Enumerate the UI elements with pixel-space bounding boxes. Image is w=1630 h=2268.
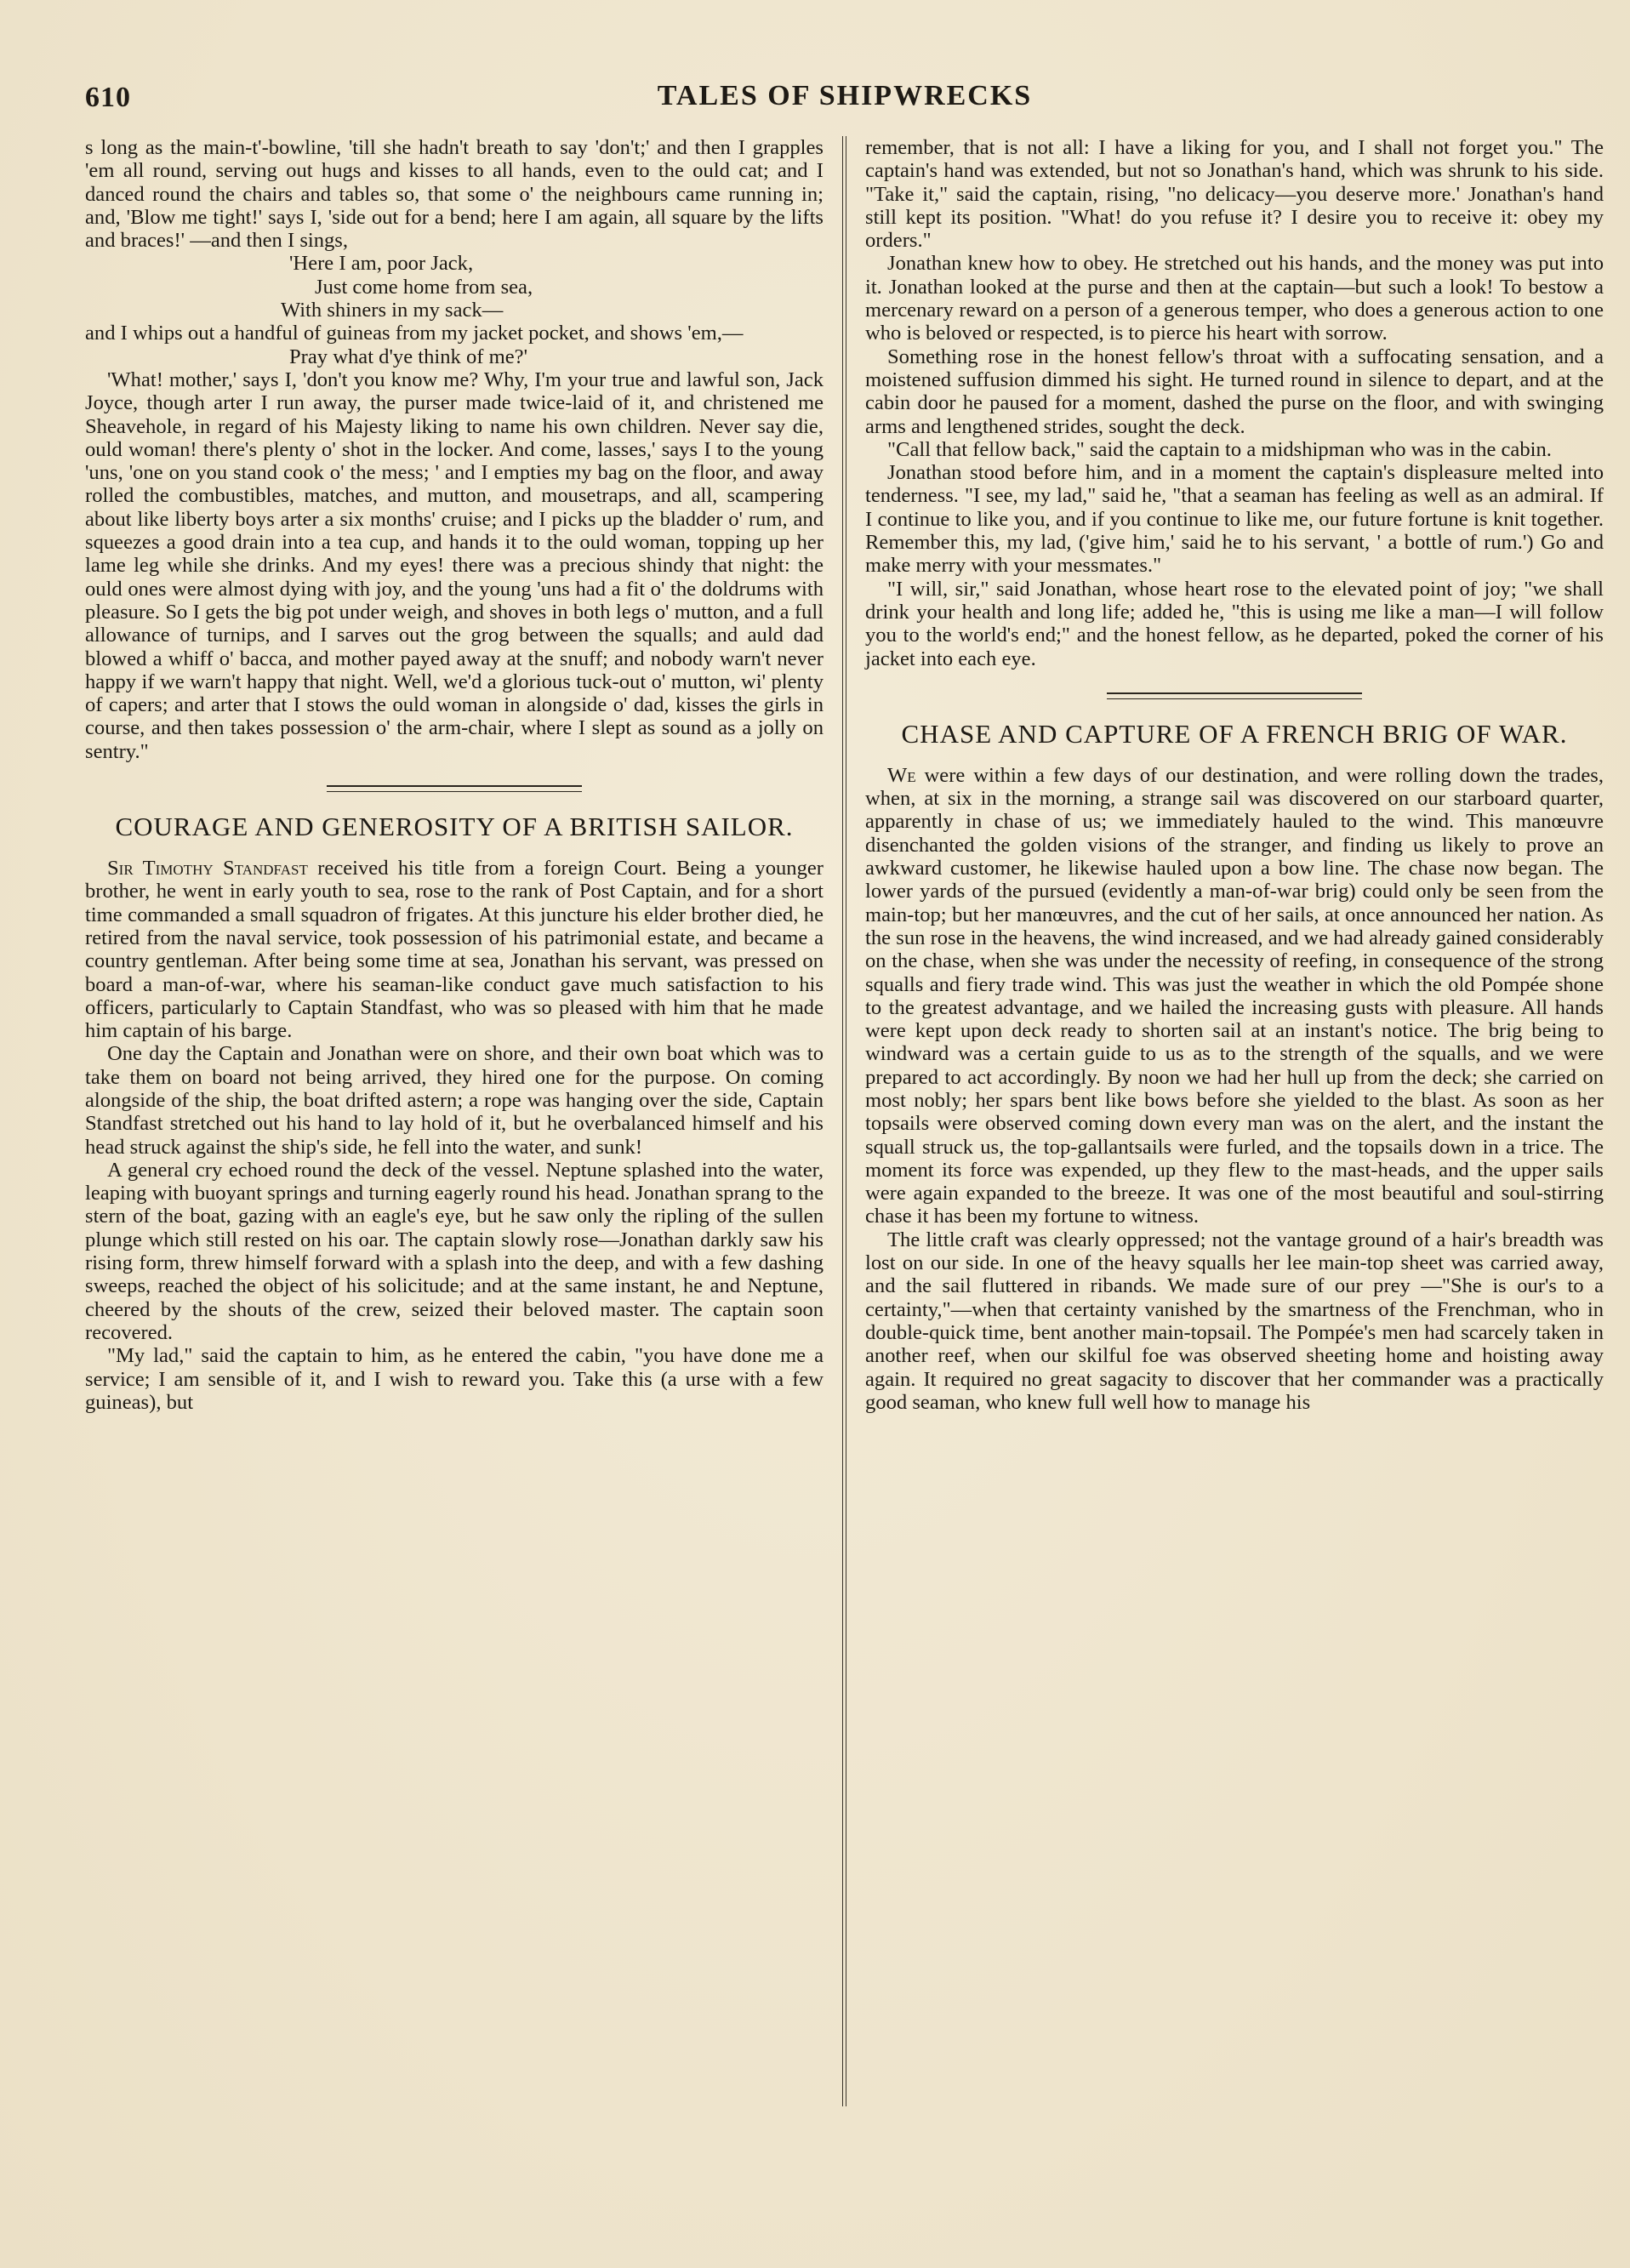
section-heading: COURAGE AND GENEROSITY OF A BRITISH SAILOR. xyxy=(115,812,794,842)
lead-in: Sir Timothy Standfast xyxy=(107,857,308,880)
paragraph-body: were within a few days of our destination, and were rolling down the trades, when, at six in the morning, a strange sail was discovered on our starboard quarter, apparently in chase of us; we immediately hauled to the wind. This manœuvre disenchanted the golden visions of the stranger, and finding us likely to prove an awkward customer, he likewise hauled upon a bow line. The chase now began. The lower yards of the pursued (evidently a man-of-war brig) could only be seen from the main-top; but her manœuvres, and the cut of her sails, at once announced her nation. As the sun rose in the heavens, the wind increased, and we had already gained considerably on the chase, when she was under the necessity of reefing, in consequence of the strong squalls and fiery trade wind. This was just the weather in which the old Pompée shone to the greatest advantage, and we hailed the increasing gusts with pleasure. All hands were kept upon deck ready to shorten sail at an instant's notice. The brig being to windward was a certain guide to us as to the strength of the squalls, and we were prepared to act accordingly. By noon we had her hull up from the deck; she carried on most nobly; her spars bent like bows before she yielded to the blast. As soon as her topsails were observed coming down every man was on the alert, and the instant the squall struck us, the top-gallantsails were furled, and the topsails down in a trice. The moment its force was expended, up they flew to the mast-heads, and the upper sails were again expanded to the breeze. It was one of the most beautiful and soul-stirring chase it has been my fortune to witness. xyxy=(865,763,1604,1228)
paragraph: Jonathan stood before him, and in a moment the captain's displeasure melted into tenderness. "I see, my lad," said he, "that a seaman has feeling as well as an admiral. If I continue to like you, and if you continue to like me, our future fortune is knit together. Remember this, my lad, ('give him,' said he to his servant, ' a bottle of rum.') Go and make merry with your messmates." xyxy=(865,461,1604,578)
paragraph: s long as the main-t'-bowline, 'till she hadn't breath to say 'don't;' and then I grapples 'em all round, serving out hugs and kisses to all hands, even to the ould cat; and I danced round the chairs and tables so, that some o' the neighbours came running in; and, 'Blow me tight!' says I, 'side out for a bend; here I am again, all square by the lifts and braces!' —and then I sings, xyxy=(85,136,824,253)
article-columns xyxy=(85,136,1604,2254)
verse-line: Just come home from sea, xyxy=(315,275,533,299)
page-header xyxy=(85,78,1604,117)
paragraph: Jonathan knew how to obey. He stretched out his hands, and the money was put into it. Jonathan looked at the purse and then at the captain—but such a look! To bestow a mercenary reward on a person of a generous temper, who does a generous action to one who is beloved or respected, is to pierce his heart with sorrow. xyxy=(865,252,1604,345)
paragraph: A general cry echoed round the deck of the vessel. Neptune splashed into the water, leaping with buoyant springs and turning eagerly round his head. Jonathan sprang to the stern of the boat, gazing with an eagle's eye, but he saw only the ripling of the sullen plunge which still rested on his oar. The captain slowly rose—Jonathan darkly saw his rising form, threw himself forward with a splash into the deep, and with a few dashing sweeps, reached the object of his solicitude; and at the same instant, he and Neptune, cheered by the shouts of the crew, seized their beloved master. The captain soon recovered. xyxy=(85,1158,824,1344)
verse-line: 'Here I am, poor Jack, xyxy=(289,252,474,276)
paragraph: The little craft was clearly oppressed; not the vantage ground of a hair's breadth was lost on our side. In one of the heavy squalls her lee main-top sheet was carried away, and the sail fluttered in ribands. We made sure of our prey —"She is our's to a certainty,"—when that certainty vanished by the smartness of the Frenchman, who in double-quick time, bent another main-topsail. The Pompée's men had scarcely taken in another reef, when our skilful foe was observed sheeting home and hoisting away again. It required no great sagacity to discover that her commander was a practically good seaman, who knew full well how to manage his xyxy=(865,1228,1604,1414)
paragraph: "Call that fellow back," said the captain to a midshipman who was in the cabin. xyxy=(887,437,1552,461)
running-title: TALES OF SHIPWRECKS xyxy=(657,80,1033,111)
section-divider xyxy=(1107,692,1362,699)
column-divider xyxy=(842,136,846,2106)
verse-line: Pray what d'ye think of me?' xyxy=(289,345,528,368)
paragraph: "My lad," said the captain to him, as he entered the cabin, "you have done me a service; I am sensible of it, and I wish to reward you. Take this (a urse with a few guineas), but xyxy=(85,1344,824,1414)
paragraph xyxy=(865,764,1604,1228)
paragraph-body: received his title from a foreign Court. Being a younger brother, he went in early youth to sea, rose to the rank of Post Captain, and for a short time commanded a small squadron of frigates. At this juncture his elder brother died, he retired from the naval service, took possession of his patrimonial estate, and became a country gentleman. After being some time at sea, Jonathan his servant, was pressed on board a man-of-war, where his seaman-like conduct gave much satisfaction to his officers, particularly to Captain Standfast, who was so pleased with him that he made him captain of his barge. xyxy=(85,857,824,1043)
paragraph: One day the Captain and Jonathan were on shore, and their own boat which was to take them on board not being arrived, they hired one for the purpose. On coming alongside of the ship, the boat drifted astern; a rope was hanging over the side, Captain Standfast stretched out his hand to lay hold of it, but he overbalanced himself and his head struck against the ship's side, he fell into the water, and sunk! xyxy=(85,1042,824,1159)
left-column xyxy=(85,136,834,2254)
paragraph: remember, that is not all: I have a liking for you, and I shall not forget you." The captain's hand was extended, but not so Jonathan's hand, which was shrunk to his side. "Take it," said the captain, rising, "no delicacy—you deserve more.' Jonathan's hand still kept its position. "What! do you refuse it? I desire you to receive it: obey my orders." xyxy=(865,136,1604,253)
paragraph: Something rose in the honest fellow's throat with a suffocating sensation, and a moistened suffusion dimmed his sight. He turned round in silence to depart, and at the cabin door he paused for a moment, dashed the purse on the floor, and with swinging arms and lengthened strides, sought the deck. xyxy=(865,345,1604,438)
right-column xyxy=(855,136,1604,2254)
paragraph: "I will, sir," said Jonathan, whose heart rose to the elevated point of joy; "we shall drink your health and long life; added he, "this is using me like a man—I will follow you to the world's end;" and the honest fellow, as he departed, poked the corner of his jacket into each eye. xyxy=(865,577,1604,670)
page-number: 610 xyxy=(85,82,131,113)
verse-line: With shiners in my sack— xyxy=(281,299,504,322)
section-divider xyxy=(327,785,582,792)
lead-in: We xyxy=(887,763,916,787)
section-heading: CHASE AND CAPTURE OF A FRENCH BRIG OF WAR. xyxy=(901,718,1568,749)
paragraph: 'What! mother,' says I, 'don't you know me? Why, I'm your true and lawful son, Jack Joyce, though arter I run away, the purser made twice-laid of it, and christened me Sheavehole, in regard of his Majesty liking to name his own children. Never say die, ould woman! there's plenty o' shot in the locker. And come, lasses,' says I to the young 'uns, 'one on you stand cook o' the mess; ' and I empties my bag on the floor, and away rolled the combustibles, matches, and mutton, and mousetraps, and all, scampering about like liberty boys arter a six months' cruise; and I picks up the bladder o' rum, and squeezes a good drain into a tea cup, and hands it to the ould woman, topping up her lame leg while she drinks. And my eyes! there was a precious shindy that night: the ould ones were almost dying with joy, and the young 'uns had a fit o' the doldrums with pleasure. So I gets the big pot under weigh, and shoves in both legs o' mutton, and a full allowance of turnips, and I sarves out the grog between the squalls; and auld dad blowed a whiff o' bacca, and mother payed away at the snuff; and nobody warn't never happy if we warn't happy that night. Well, we'd a glorious tuck-out o' mutton, wi' plenty of capers; and arter that I stows the ould woman in alongside o' dad, kisses the girls in course, and then takes possession o' the arm-chair, where I slept as sound as a jolly on sentry." xyxy=(85,368,824,763)
paragraph xyxy=(85,857,824,1042)
paragraph: and I whips out a handful of guineas from my jacket pocket, and shows 'em,— xyxy=(85,322,744,345)
